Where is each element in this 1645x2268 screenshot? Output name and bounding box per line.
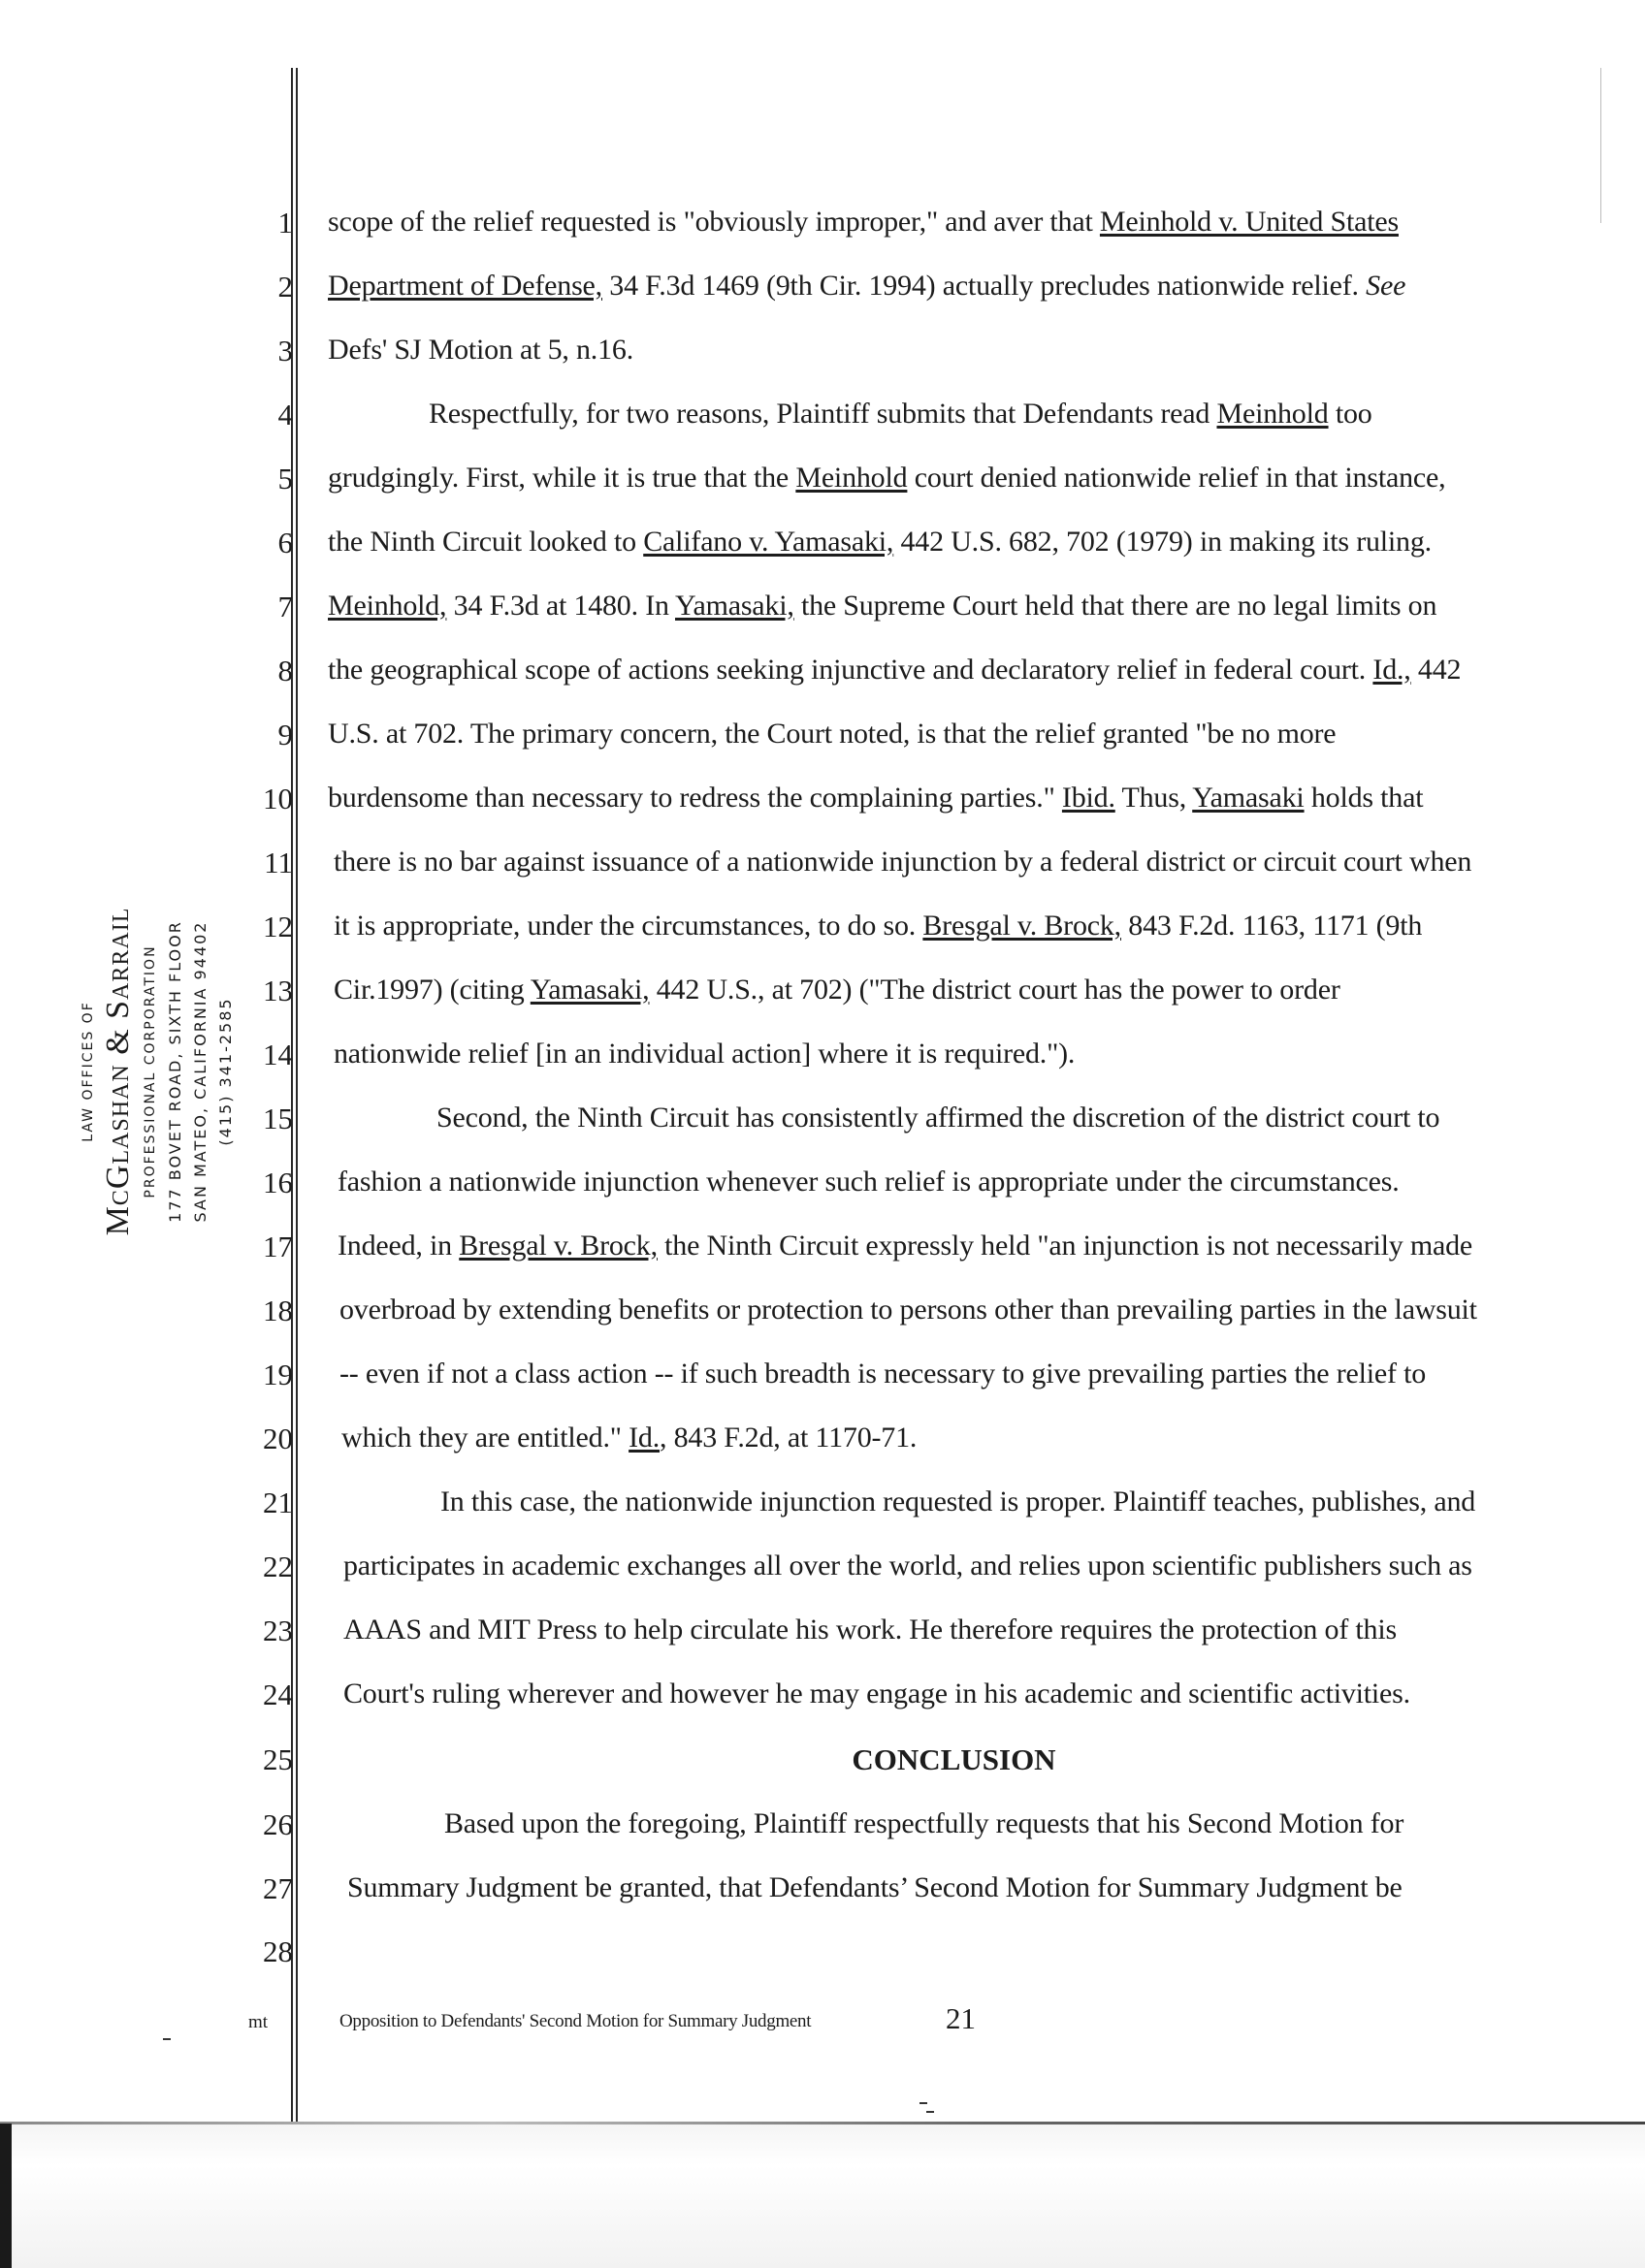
case-citation: Yamasaki — [1192, 782, 1305, 814]
law-offices-label: LAW OFFICES OF — [81, 1001, 96, 1142]
line-number: 2 — [277, 270, 293, 303]
page-number: 21 — [946, 2001, 976, 2035]
line-number: 22 — [263, 1549, 293, 1583]
text-run: Court's ruling wherever and however he may engage in his academic and scientific activities. — [343, 1677, 1410, 1709]
line-number: 25 — [263, 1742, 293, 1776]
body-line-17 — [338, 1231, 1564, 1261]
scanner-bed-area — [0, 2122, 1645, 2268]
case-citation: Meinhold v. United States — [1099, 206, 1399, 238]
scan-speck — [919, 2102, 927, 2104]
line-number: 13 — [263, 974, 293, 1007]
body-line-9 — [328, 719, 1564, 749]
firm-letterhead-sidebar — [78, 834, 233, 1309]
line-number: 15 — [263, 1102, 293, 1135]
case-citation: Bresgal v. Brock, — [922, 910, 1121, 942]
body-line-15 — [436, 1103, 1564, 1133]
firm-phone: (415) 341-2585 — [216, 997, 235, 1146]
text-run: nationwide relief [in an individual action] where it is required."). — [334, 1038, 1076, 1070]
text-run: -- even if not a class action -- if such breadth is necessary to give prevailing parties the relief to — [339, 1358, 1427, 1390]
text-run: burdensome than necessary to redress the complaining parties." — [328, 782, 1062, 814]
line-number: 5 — [277, 462, 293, 495]
body-line-6 — [328, 527, 1564, 557]
text-run: 34 F.3d at 1480. In — [446, 590, 675, 622]
line-number: 4 — [277, 398, 293, 431]
body-line-12 — [334, 911, 1564, 941]
line-number: 1 — [277, 206, 293, 240]
text-run: the geographical scope of actions seeking injunctive and declaratory relief in federal court. — [328, 654, 1373, 686]
page-bottom-edge — [0, 2122, 1645, 2124]
body-line-8 — [328, 655, 1564, 685]
line-number: 19 — [263, 1358, 293, 1391]
corporation-label: PROFESSIONAL CORPORATION — [143, 944, 158, 1198]
line-number: 10 — [263, 782, 293, 815]
conclusion-heading: CONCLUSION — [852, 1742, 1056, 1776]
scan-speck — [926, 2111, 934, 2113]
left-margin-rule-inner — [296, 68, 298, 2124]
line-number: 21 — [263, 1485, 293, 1519]
text-run: In this case, the nationwide injunction requested is proper. Plaintiff teaches, publishes, and — [440, 1485, 1476, 1517]
line-number: 18 — [263, 1294, 293, 1327]
text-run: AAAS and MIT Press to help circulate his work. He therefore requires the protection of this — [343, 1613, 1397, 1645]
line-number: 20 — [263, 1421, 293, 1455]
body-line-10 — [328, 783, 1564, 813]
text-run: , 843 F.2d, at 1170-71. — [660, 1421, 918, 1453]
line-number: 26 — [263, 1807, 293, 1841]
line-number: 9 — [277, 718, 293, 751]
case-citation: Yamasaki, — [530, 974, 650, 1006]
case-citation: Id. — [629, 1421, 660, 1453]
text-run: Based upon the foregoing, Plaintiff respectfully requests that his Second Motion for — [444, 1807, 1404, 1839]
text-run: 442 — [1410, 654, 1462, 686]
case-citation: Meinhold — [1216, 398, 1329, 430]
body-line-22 — [343, 1551, 1564, 1581]
text-run: which they are entitled." — [341, 1421, 629, 1453]
body-line-14 — [334, 1039, 1564, 1069]
body-line-7 — [328, 591, 1564, 621]
text-run: Summary Judgment be granted, that Defendants’ Second Motion for Summary Judgment be — [347, 1871, 1403, 1903]
text-run: 843 F.2d. 1163, 1171 (9th — [1120, 910, 1423, 942]
body-line-24 — [343, 1679, 1564, 1709]
body-line-26 — [444, 1809, 1569, 1838]
body-line-27 — [347, 1873, 1584, 1902]
line-number: 14 — [263, 1038, 293, 1071]
text-run: the Ninth Circuit looked to — [328, 526, 644, 558]
text-run: there is no bar against issuance of a nationwide injunction by a federal district or circuit court when — [334, 846, 1472, 878]
text-run: Cir.1997) (citing — [334, 974, 531, 1006]
line-number: 6 — [277, 526, 293, 559]
body-line-4 — [429, 399, 1564, 429]
case-citation: Califano v. Yamasaki, — [643, 526, 894, 558]
text-run: U.S. at 702. The primary concern, the Court noted, is that the relief granted "be no more — [328, 718, 1337, 750]
text-run: scope of the relief requested is "obviously improper," and aver that — [328, 206, 1100, 238]
scan-speck — [163, 2038, 171, 2040]
text-run: too — [1328, 398, 1372, 430]
signal-see: See — [1366, 270, 1406, 302]
case-citation: Bresgal v. Brock, — [459, 1230, 658, 1262]
line-number: 12 — [263, 910, 293, 943]
right-margin-rule — [1600, 68, 1601, 223]
line-number: 3 — [277, 334, 293, 367]
text-run: Respectfully, for two reasons, Plaintiff submits that Defendants read — [429, 398, 1217, 430]
case-citation: Id., — [1372, 654, 1411, 686]
firm-name: McGlashan & Sarrail — [100, 907, 136, 1236]
text-run: holds that — [1304, 782, 1424, 814]
text-run: the Ninth Circuit expressly held "an injunction is not necessarily made — [657, 1230, 1473, 1262]
footer-initials: mt — [248, 2012, 269, 2032]
body-line-1 — [328, 208, 1564, 237]
line-number: 23 — [263, 1613, 293, 1647]
body-line-18 — [339, 1295, 1564, 1325]
line-number: 17 — [263, 1230, 293, 1263]
text-run: court denied nationwide relief in that instance, — [907, 462, 1446, 494]
scanner-shadow — [0, 2124, 12, 2268]
case-citation: Department of Defense, — [328, 270, 602, 302]
case-citation: Yamasaki, — [675, 590, 794, 622]
case-citation: Meinhold, — [328, 590, 447, 622]
line-number: 11 — [264, 846, 293, 879]
line-number: 8 — [277, 654, 293, 687]
text-run: fashion a nationwide injunction whenever such relief is appropriate under the circumstances. — [338, 1166, 1400, 1198]
line-number: 7 — [277, 590, 293, 623]
text-run: Thus, — [1114, 782, 1193, 814]
text-run: it is appropriate, under the circumstances, to do so. — [334, 910, 923, 942]
firm-city: SAN MATEO, CALIFORNIA 94402 — [191, 920, 210, 1223]
case-citation: Meinhold — [795, 462, 908, 494]
text-run: the Supreme Court held that there are no legal limits on — [793, 590, 1437, 622]
text-run: 442 U.S., at 702) ("The district court has the power to order — [649, 974, 1340, 1006]
body-line-21 — [440, 1487, 1564, 1517]
line-number: 27 — [263, 1871, 293, 1905]
text-run: Indeed, in — [338, 1230, 460, 1262]
text-run: Second, the Ninth Circuit has consistently affirmed the discretion of the district court to — [436, 1102, 1440, 1134]
line-number: 24 — [263, 1677, 293, 1711]
body-line-13 — [334, 975, 1564, 1005]
body-line-16 — [338, 1167, 1564, 1197]
text-run: 34 F.3d 1469 (9th Cir. 1994) actually precludes nationwide relief. — [601, 270, 1367, 302]
body-line-5 — [328, 463, 1564, 493]
line-number: 16 — [263, 1166, 293, 1199]
text-run: grudgingly. First, while it is true that the — [328, 462, 796, 494]
body-line-11 — [334, 847, 1564, 877]
text-run: participates in academic exchanges all over the world, and relies upon scientific publishers such as — [343, 1549, 1472, 1581]
line-number: 28 — [263, 1934, 293, 1968]
body-line-3 — [328, 335, 1564, 365]
text-run: 442 U.S. 682, 702 (1979) in making its ruling. — [893, 526, 1432, 558]
firm-address: 177 BOVET ROAD, SIXTH FLOOR — [166, 920, 184, 1223]
body-line-20 — [341, 1423, 1564, 1453]
text-run: Defs' SJ Motion at 5, n.16. — [328, 334, 634, 366]
text-run: overbroad by extending benefits or protection to persons other than prevailing parties in the lawsuit — [339, 1294, 1477, 1326]
body-line-2 — [328, 272, 1564, 301]
body-line-19 — [339, 1359, 1564, 1389]
body-line-23 — [343, 1615, 1564, 1645]
footer-document-title: Opposition to Defendants' Second Motion for Summary Judgment — [339, 2011, 812, 2031]
case-citation: Ibid. — [1061, 782, 1115, 814]
